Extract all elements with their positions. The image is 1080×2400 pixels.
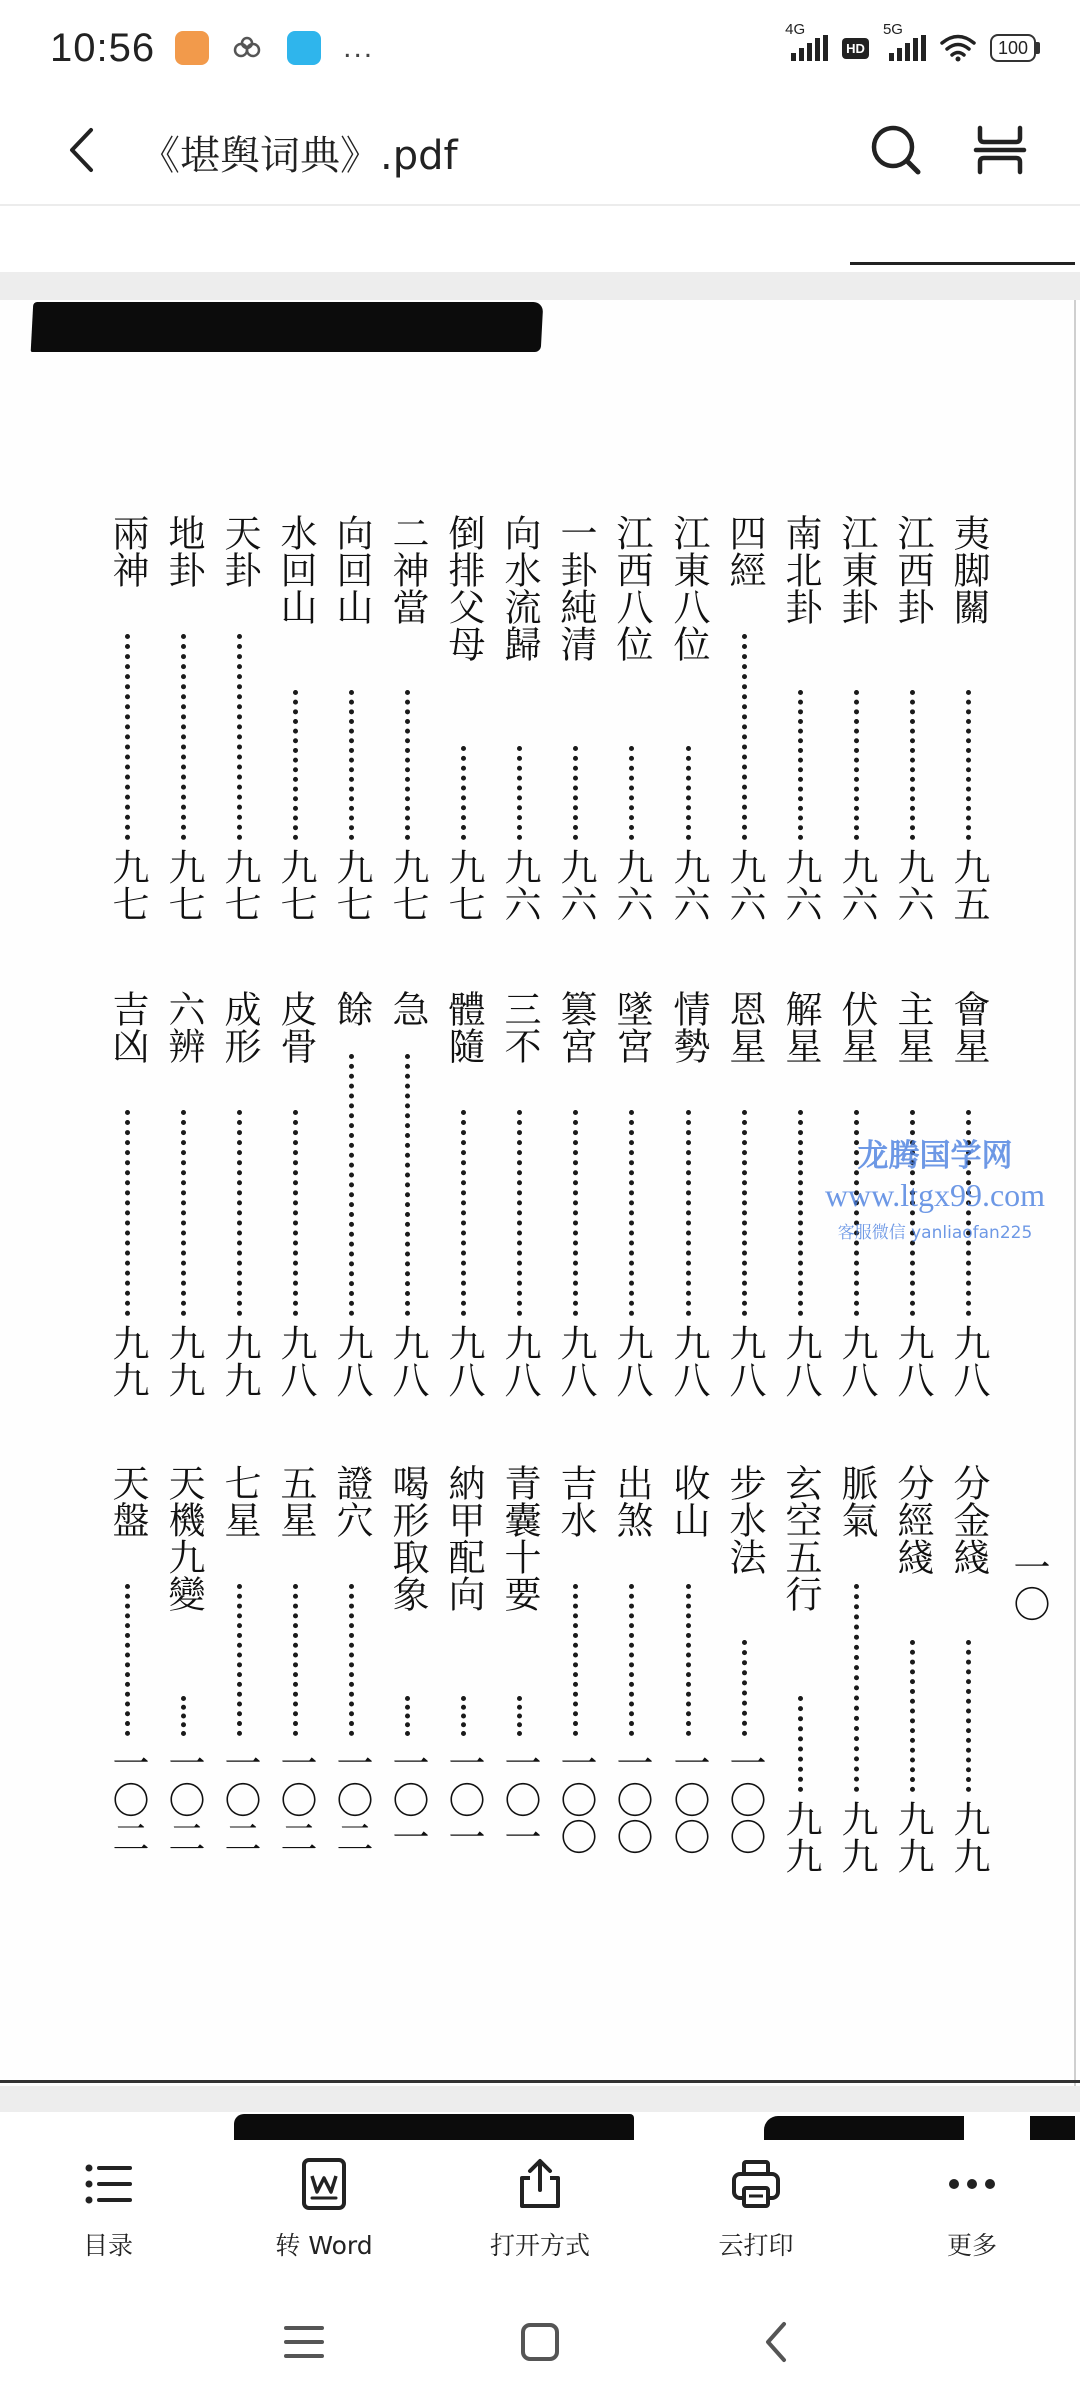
toc-entry-title: 墜宮: [610, 990, 653, 1064]
toc-entry-title: 會星: [947, 990, 990, 1064]
search-button[interactable]: [866, 120, 926, 180]
toc-leader-dots: [181, 634, 186, 840]
toc-leader-dots: [349, 1584, 354, 1736]
toc-leader-dots: [517, 1696, 522, 1736]
toc-entry-page: 九七: [330, 848, 373, 922]
toc-leader-dots: [237, 1110, 242, 1316]
toc-leader-dots: [629, 1584, 634, 1736]
scan-artifact: [31, 302, 544, 352]
more-icon: [944, 2156, 1000, 2212]
toc-entry-title: 恩星: [723, 990, 766, 1064]
toc-entry-page: 九六: [667, 848, 710, 922]
scan-icon: [970, 120, 1030, 180]
toc-leader-dots: [125, 1584, 130, 1736]
toc-entry-title: 江西卦: [891, 514, 934, 625]
page-bottom-rule: [0, 2080, 1080, 2083]
toc-entry-title: 伏星: [835, 990, 878, 1064]
toc-leader-dots: [517, 1110, 522, 1316]
toc-entry-page: 九六: [723, 848, 766, 922]
toc-leader-dots: [181, 1696, 186, 1736]
toc-entry-title: 成形: [218, 990, 261, 1064]
toc-entry-title: 天卦: [218, 514, 261, 588]
toc-entry-page: 一〇二: [330, 1744, 373, 1855]
toc-entry-title: 天機九變: [162, 1464, 205, 1612]
toc-leader-dots: [854, 690, 859, 840]
page-number: 一〇: [1007, 1548, 1050, 1622]
toc-leader-dots: [405, 1696, 410, 1736]
toc-entry-title: 篡宮: [554, 990, 597, 1064]
toc-leader-dots: [237, 634, 242, 840]
toc-entry-page: 九九: [947, 1800, 990, 1874]
watermark-title: 龙腾国学网: [857, 1138, 1013, 1174]
toc-entry-page: 九八: [835, 1324, 878, 1398]
toc-entry-page: 一〇二: [274, 1744, 317, 1855]
toc-entry-title: 五星: [274, 1464, 317, 1538]
toc-entry-title: 玄空五行: [779, 1464, 822, 1612]
word-convert-icon: [296, 2156, 352, 2212]
toc-entry-title: 夷脚關: [947, 514, 990, 625]
toc-leader-dots: [461, 1110, 466, 1316]
toc-entry-page: 九七: [442, 848, 485, 922]
signal-4g-icon: 4G: [785, 35, 828, 61]
toc-entry-title: 向回山: [330, 514, 373, 625]
toc-leader-dots: [686, 746, 691, 840]
toc-entry-page: 九九: [106, 1324, 149, 1398]
status-time: 10:56: [50, 25, 156, 70]
cloud-print-label: 云打印: [718, 2231, 794, 2260]
toc-button[interactable]: [18, 2156, 198, 2276]
list-icon: [80, 2156, 136, 2212]
page-gap: [0, 2086, 1080, 2112]
toc-leader-dots: [293, 1110, 298, 1316]
toc-entry-page: 一〇二: [162, 1744, 205, 1855]
toc-leader-dots: [629, 746, 634, 840]
toc-entry-page: 九八: [386, 1324, 429, 1398]
cloud-print-button[interactable]: [666, 2156, 846, 2276]
toc-leader-dots: [125, 1110, 130, 1316]
toc-entry-title: 南北卦: [779, 514, 822, 625]
toc-leader-dots: [686, 1584, 691, 1736]
hd-icon: HD: [842, 38, 869, 59]
toc-entry-title: 出煞: [610, 1464, 653, 1538]
toc-leader-dots: [293, 690, 298, 840]
toc-entry-title: 證穴: [330, 1464, 373, 1538]
toc-entry-page: 九七: [274, 848, 317, 922]
signal-5g-icon: 5G: [883, 35, 926, 61]
toc-entry-title: 步水法: [723, 1464, 766, 1575]
toc-leader-dots: [966, 1640, 971, 1792]
toc-entry-title: 納甲配向: [442, 1464, 485, 1612]
toc-entry-title: 兩神: [106, 514, 149, 588]
open-with-button[interactable]: [450, 2156, 630, 2276]
toc-entry-title: 江東八位: [667, 514, 710, 662]
document-title: 《堪舆词典》.pdf: [140, 133, 458, 179]
toc-entry-title: 天盤: [106, 1464, 149, 1538]
toc-leader-dots: [910, 1640, 915, 1792]
wifi-icon: [940, 34, 976, 62]
toc-entry-title: 向水流歸: [498, 514, 541, 662]
toc-entry-title: 青囊十要: [498, 1464, 541, 1612]
toc-leader-dots: [629, 1110, 634, 1316]
toc-leader-dots: [349, 690, 354, 840]
toc-leader-dots: [237, 1584, 242, 1736]
toc-entry-page: 一〇〇: [610, 1744, 653, 1855]
home-icon: [518, 2320, 562, 2364]
toc-entry-title: 倒排父母: [442, 514, 485, 662]
toc-entry-title: 一卦純清: [554, 514, 597, 662]
toc-entry-title: 體隨: [442, 990, 485, 1064]
toc-entry-page: 九九: [779, 1800, 822, 1874]
menu-icon: [282, 2322, 326, 2362]
toc-entry-page: 九六: [554, 848, 597, 922]
toc-entry-title: 江西八位: [610, 514, 653, 662]
toc-leader-dots: [573, 1584, 578, 1736]
toc-entry-page: 九六: [779, 848, 822, 922]
menu-button[interactable]: [264, 2302, 344, 2382]
notification-icons: [175, 31, 374, 65]
toc-entry-page: 九八: [330, 1324, 373, 1398]
bottom-toolbar: [0, 2142, 1080, 2282]
shopping-app-icon: [175, 31, 209, 65]
toc-leader-dots: [517, 746, 522, 840]
toc-leader-dots: [293, 1584, 298, 1736]
toc-entry-title: 分金綫: [947, 1464, 990, 1575]
toc-entry-title: 情勢: [667, 990, 710, 1064]
toc-leader-dots: [742, 634, 747, 840]
more-notifications-icon: ...: [343, 31, 375, 64]
toc-entry-page: 九八: [610, 1324, 653, 1398]
toc-entry-page: 九七: [218, 848, 261, 922]
toc-leader-dots: [405, 1054, 410, 1316]
toc-leader-dots: [181, 1110, 186, 1316]
scan-artifact: [234, 2114, 634, 2140]
toc-entry-page: 九八: [779, 1324, 822, 1398]
open-with-label: 打开方式: [489, 2231, 590, 2260]
toc-leader-dots: [461, 746, 466, 840]
cloud-app-icon: [231, 36, 265, 60]
toc-entry-page: 九八: [442, 1324, 485, 1398]
toc-entry-page: 九五: [947, 848, 990, 922]
page-gap: [0, 272, 1080, 300]
toc-leader-dots: [349, 1054, 354, 1316]
toc-entry-title: 二神當: [386, 514, 429, 625]
toc-entry-page: 九八: [554, 1324, 597, 1398]
watermark: [790, 1130, 1080, 1243]
toc-entry-page: 九九: [218, 1324, 261, 1398]
browser-app-icon: [287, 31, 321, 65]
chevron-left-icon: [66, 126, 96, 174]
toc-leader-dots: [798, 690, 803, 840]
toc-entry-page: 一〇一: [442, 1744, 485, 1855]
more-button[interactable]: [882, 2156, 1062, 2276]
toc-entry-title: 收山: [667, 1464, 710, 1538]
watermark-url: www.ltgx99.com: [824, 1177, 1046, 1213]
toc-leader-dots: [798, 1696, 803, 1792]
toc-entry-title: 皮骨: [274, 990, 317, 1064]
previous-page: [0, 206, 1080, 270]
scan-artifact: [764, 2116, 964, 2140]
scan-artifact: [1030, 2116, 1075, 2140]
toc-entry-page: 一〇二: [218, 1744, 261, 1855]
toc-entry-page: 九六: [835, 848, 878, 922]
toc-leader-dots: [966, 690, 971, 840]
toc-entry-page: 一〇一: [386, 1744, 429, 1855]
toc-leader-dots: [405, 690, 410, 840]
toc-leader-dots: [742, 1640, 747, 1736]
convert-word-button[interactable]: [234, 2156, 414, 2276]
toc-entry-page: 九七: [386, 848, 429, 922]
battery-icon: [990, 34, 1040, 62]
toc-entry-page: 九七: [162, 848, 205, 922]
toc-entry-page: 一〇〇: [667, 1744, 710, 1855]
toc-entry-page: 九九: [162, 1324, 205, 1398]
toc-entry-page: 一〇二: [106, 1744, 149, 1855]
battery-level: 100: [990, 34, 1036, 62]
toc-entry-page: 九九: [835, 1800, 878, 1874]
toc-leader-dots: [125, 634, 130, 840]
toc-leader-dots: [461, 1696, 466, 1736]
toc-entry-page: 九七: [106, 848, 149, 922]
back-nav-button[interactable]: [736, 2302, 816, 2382]
toc-entry-page: 一〇〇: [723, 1744, 766, 1855]
toc-entry-page: 九六: [498, 848, 541, 922]
toc-entry-title: 喝形取象: [386, 1464, 429, 1612]
toc-entry-title: 吉凶: [106, 990, 149, 1064]
toc-entry-title: 四經: [723, 514, 766, 588]
watermark-contact: 客服微信 yanliaofan225: [837, 1223, 1033, 1243]
toc-entry-title: 急: [386, 990, 429, 1027]
system-nav-bar: [0, 2282, 1080, 2400]
toc-entry-title: 脈氣: [835, 1464, 878, 1538]
previous-page-rule: [850, 262, 1075, 265]
toc-entry-page: 九八: [947, 1324, 990, 1398]
title-bar: [0, 96, 1080, 204]
home-button[interactable]: [500, 2302, 580, 2382]
toc-entry-page: 九八: [667, 1324, 710, 1398]
status-bar: [0, 0, 1080, 96]
toc-entry-title: 三不: [498, 990, 541, 1064]
toc-entry-page: 一〇〇: [554, 1744, 597, 1855]
toc-entry-title: 七星: [218, 1464, 261, 1538]
toc-leader-dots: [573, 1110, 578, 1316]
back-icon: [760, 2318, 792, 2366]
toc-entry-page: 九八: [498, 1324, 541, 1398]
toc-entry-title: 吉水: [554, 1464, 597, 1538]
search-icon: [866, 120, 926, 180]
toc-entry-page: 一〇一: [498, 1744, 541, 1855]
toc-entry-title: 江東卦: [835, 514, 878, 625]
toc-entry-title: 水回山: [274, 514, 317, 625]
convert-word-label: 转 Word: [275, 2231, 373, 2260]
toc-leader-dots: [686, 1110, 691, 1316]
toc-entry-title: 解星: [779, 990, 822, 1064]
toc-entry-page: 九八: [891, 1324, 934, 1398]
back-button[interactable]: [56, 118, 106, 182]
toc-leader-dots: [854, 1584, 859, 1792]
toc-label: 目录: [82, 2231, 133, 2260]
toc-entry-title: 分經綫: [891, 1464, 934, 1575]
toc-entry-page: 九六: [610, 848, 653, 922]
more-label: 更多: [946, 2231, 997, 2260]
toc-leader-dots: [910, 690, 915, 840]
toc-entry-page: 九六: [891, 848, 934, 922]
status-indicators: [785, 21, 1040, 62]
scan-button[interactable]: [970, 120, 1030, 180]
toc-entry-page: 九九: [891, 1800, 934, 1874]
printer-icon: [728, 2156, 784, 2212]
toc-entry-title: 六辨: [162, 990, 205, 1064]
toc-leader-dots: [742, 1110, 747, 1316]
toc-entry-title: 主星: [891, 990, 934, 1064]
toc-entry-page: 九八: [274, 1324, 317, 1398]
toc-entry-title: 地卦: [162, 514, 205, 588]
share-icon: [512, 2156, 568, 2212]
toc-leader-dots: [573, 746, 578, 840]
toc-entry-title: 餘: [330, 990, 373, 1027]
toc-entry-page: 九八: [723, 1324, 766, 1398]
